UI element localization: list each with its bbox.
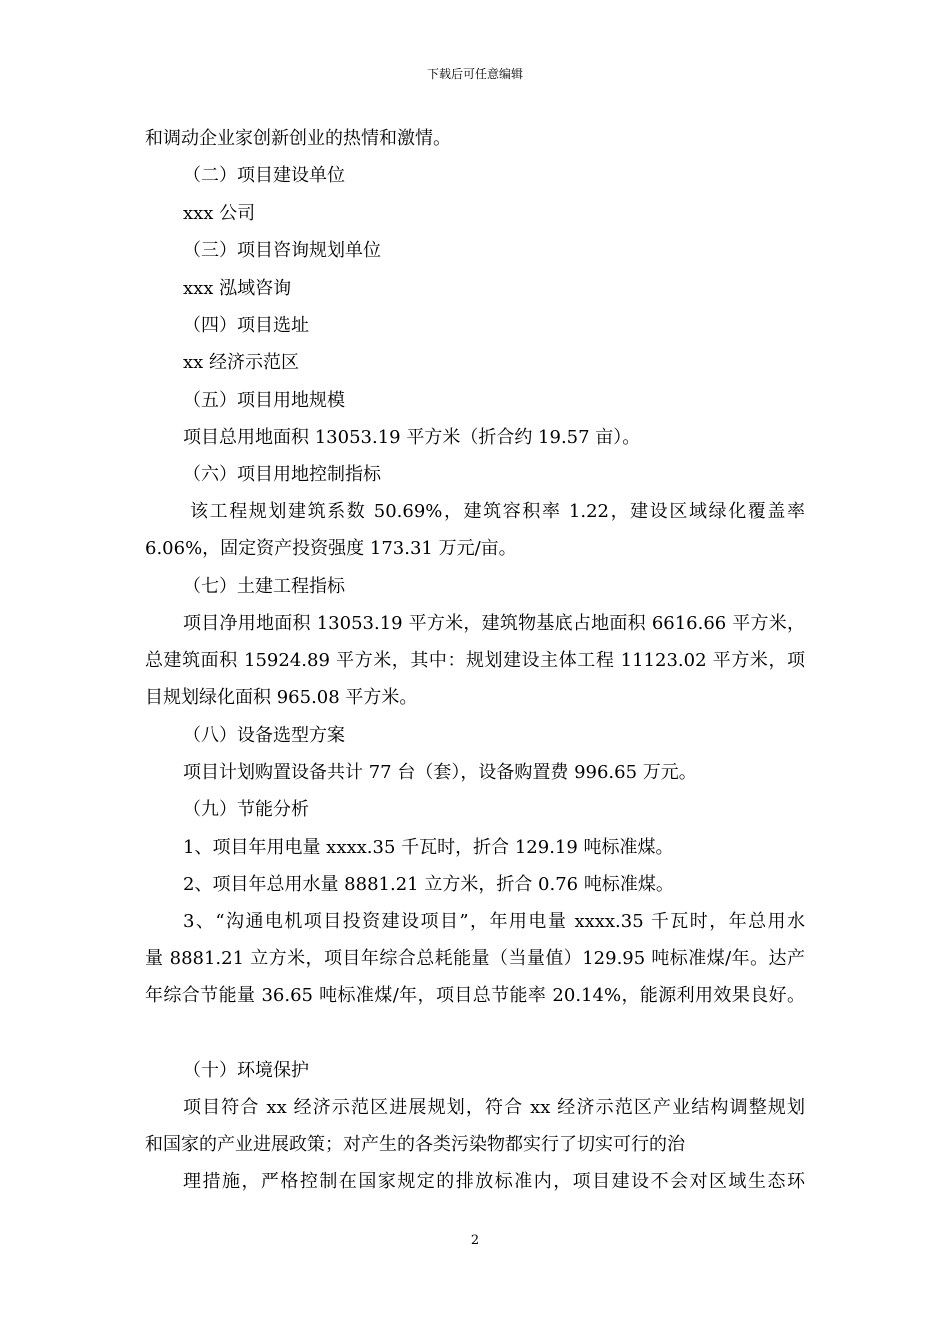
section-heading: （十）环境保护 — [183, 1060, 309, 1081]
section-heading: （六）项目用地控制指标 — [183, 464, 381, 485]
section-heading: （七）土建工程指标 — [183, 576, 345, 597]
body-line: xxx 公司 — [183, 203, 256, 224]
section-heading: （二）项目建设单位 — [183, 165, 345, 186]
body-line: 目规划绿化面积 965.08 平方米。 — [145, 687, 418, 708]
body-line: 项目符合 xx 经济示范区进展规划，符合 xx 经济示范区产业结构调整规划 — [183, 1097, 805, 1118]
page-number: 2 — [470, 1233, 480, 1248]
body-line: 该工程规划建筑系数 50.69%，建筑容积率 1.22，建设区域绿化覆盖率 — [190, 501, 805, 522]
body-line: 6.06%，固定资产投资强度 173.31 万元/亩。 — [145, 538, 517, 559]
body-line: 量 8881.21 立方米，项目年综合总耗能量（当量值）129.95 吨标准煤/年。达产 — [145, 948, 805, 969]
body-line: 3、“沟通电机项目投资建设项目”，年用电量 xxxx.35 千瓦时，年总用水 — [183, 911, 805, 932]
body-line: 2、项目年总用水量 8881.21 立方米，折合 0.76 吨标准煤。 — [183, 874, 674, 895]
body-line: 1、项目年用电量 xxxx.35 千瓦时，折合 129.19 吨标准煤。 — [183, 837, 674, 858]
section-heading: （九）节能分析 — [183, 799, 309, 820]
section-heading: （五）项目用地规模 — [183, 390, 345, 411]
body-line: 项目计划购置设备共计 77 台（套），设备购置费 996.65 万元。 — [183, 762, 697, 783]
body-line: 和调动企业家创新创业的热情和激情。 — [145, 128, 451, 149]
section-heading: （八）设备选型方案 — [183, 725, 345, 746]
body-line: 项目净用地面积 13053.19 平方米，建筑物基底占地面积 6616.66 平方米， — [183, 613, 805, 634]
body-line: xxx 泓域咨询 — [183, 278, 292, 299]
section-heading: （三）项目咨询规划单位 — [183, 240, 381, 261]
body-line: 和国家的产业进展政策；对产生的各类污染物都实行了切实可行的治 — [145, 1134, 685, 1155]
body-line: xx 经济示范区 — [183, 352, 300, 373]
body-line: 理措施，严格控制在国家规定的排放标准内，项目建设不会对区域生态环 — [183, 1171, 805, 1192]
page-header: 下载后可任意编辑 — [426, 67, 523, 81]
section-heading: （四）项目选址 — [183, 315, 309, 336]
body-line: 项目总用地面积 13053.19 平方米（折合约 19.57 亩）。 — [183, 427, 641, 448]
body-line: 年综合节能量 36.65 吨标准煤/年，项目总节能率 20.14%，能源利用效果良好。 — [145, 985, 805, 1006]
body-line: 总建筑面积 15924.89 平方米，其中：规划建设主体工程 11123.02 平方米，项 — [145, 650, 805, 671]
